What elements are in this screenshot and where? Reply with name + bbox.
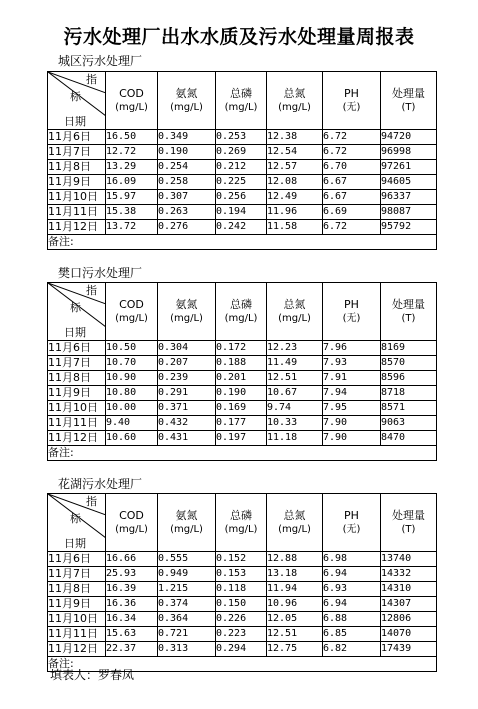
tp-cell: 0.201 (216, 371, 267, 386)
ph-cell: 6.70 (323, 160, 381, 175)
date-cell: 11月10日 (48, 190, 106, 205)
diagonal-header-cell (48, 494, 106, 552)
diag-label-mid: 标 (70, 512, 81, 525)
tp-cell: 0.223 (216, 627, 267, 642)
nh3-cell: 0.291 (158, 386, 216, 401)
table-row (48, 175, 437, 190)
diag-label-top: 指 (86, 73, 97, 86)
column-header (323, 72, 381, 130)
column-header-unit: (mg/L) (278, 312, 311, 324)
date-cell: 11月11日 (48, 627, 106, 642)
tn-cell: 12.05 (267, 612, 323, 627)
filler-signature: 填表人：罗春凤 (50, 668, 135, 682)
nh3-cell: 0.258 (158, 175, 216, 190)
date-cell: 11月11日 (48, 416, 106, 431)
cod-cell: 15.63 (106, 627, 158, 642)
section-title: 城区污水处理厂 (58, 54, 143, 68)
tn-cell: 12.54 (267, 145, 323, 160)
plant-table (47, 282, 437, 461)
ph-cell: 7.91 (323, 371, 381, 386)
column-header-name: PH (344, 508, 359, 522)
column-header-unit: (mg/L) (170, 523, 203, 535)
vol-cell: 98087 (381, 205, 437, 220)
diag-label-mid: 标 (70, 90, 81, 103)
tn-cell: 12.08 (267, 175, 323, 190)
ph-cell: 7.90 (323, 431, 381, 446)
tp-cell: 0.152 (216, 552, 267, 567)
cod-cell: 10.00 (106, 401, 158, 416)
tp-cell: 0.150 (216, 597, 267, 612)
nh3-cell: 1.215 (158, 582, 216, 597)
column-header-name: 总氮 (283, 86, 306, 100)
date-cell: 11月6日 (48, 552, 106, 567)
column-header-unit: (无) (342, 312, 361, 324)
diag-label-bottom: 日期 (64, 537, 86, 550)
tp-cell: 0.226 (216, 612, 267, 627)
nh3-cell: 0.555 (158, 552, 216, 567)
tp-cell: 0.225 (216, 175, 267, 190)
ph-cell: 6.93 (323, 582, 381, 597)
date-cell: 11月7日 (48, 356, 106, 371)
cod-cell: 22.37 (106, 642, 158, 657)
vol-cell: 17439 (381, 642, 437, 657)
ph-cell: 6.88 (323, 612, 381, 627)
vol-cell: 8718 (381, 386, 437, 401)
column-header (323, 283, 381, 341)
diagonal-header-cell (48, 72, 106, 130)
tn-cell: 12.88 (267, 552, 323, 567)
nh3-cell: 0.254 (158, 160, 216, 175)
report-title: 污水处理厂出水水质及污水处理量周报表 (63, 26, 415, 48)
vol-cell: 14307 (381, 597, 437, 612)
column-header-name: COD (119, 297, 144, 311)
column-header (158, 494, 216, 552)
nh3-cell: 0.207 (158, 356, 216, 371)
column-header-unit: (T) (401, 312, 416, 324)
table-row (48, 220, 437, 235)
tp-cell: 0.172 (216, 341, 267, 356)
notes-cell: 备注: (48, 235, 437, 250)
nh3-cell: 0.190 (158, 145, 216, 160)
nh3-cell: 0.239 (158, 371, 216, 386)
column-header-name: 氨氮 (175, 86, 198, 100)
ph-cell: 6.72 (323, 145, 381, 160)
tp-cell: 0.197 (216, 431, 267, 446)
cod-cell: 13.29 (106, 160, 158, 175)
vol-cell: 8596 (381, 371, 437, 386)
column-header (381, 494, 437, 552)
tp-cell: 0.177 (216, 416, 267, 431)
column-header-unit: (T) (401, 523, 416, 535)
table-row (48, 642, 437, 657)
table-row (48, 160, 437, 175)
date-cell: 11月9日 (48, 597, 106, 612)
vol-cell: 9063 (381, 416, 437, 431)
tn-cell: 13.18 (267, 567, 323, 582)
header-row (48, 494, 437, 552)
table-row (48, 612, 437, 627)
tp-cell: 0.253 (216, 130, 267, 145)
notes-cell: 备注: (48, 446, 437, 461)
ph-cell: 6.85 (323, 627, 381, 642)
header-row (48, 72, 437, 130)
diag-label-top: 指 (86, 284, 97, 297)
nh3-cell: 0.313 (158, 642, 216, 657)
column-header-unit: (mg/L) (170, 101, 203, 113)
table-row (48, 205, 437, 220)
tn-cell: 12.23 (267, 341, 323, 356)
column-header (106, 283, 158, 341)
column-header (267, 72, 323, 130)
nh3-cell: 0.431 (158, 431, 216, 446)
tn-cell: 11.49 (267, 356, 323, 371)
ph-cell: 7.95 (323, 401, 381, 416)
table-row (48, 386, 437, 401)
vol-cell: 8570 (381, 356, 437, 371)
column-header-unit: (无) (342, 101, 361, 113)
column-header-unit: (mg/L) (115, 312, 148, 324)
tn-cell: 11.96 (267, 205, 323, 220)
column-header-name: PH (344, 86, 359, 100)
nh3-cell: 0.374 (158, 597, 216, 612)
column-header-unit: (mg/L) (115, 523, 148, 535)
tn-cell: 9.74 (267, 401, 323, 416)
column-header-name: 处理量 (392, 86, 425, 100)
tn-cell: 12.51 (267, 371, 323, 386)
tn-cell: 11.18 (267, 431, 323, 446)
nh3-cell: 0.304 (158, 341, 216, 356)
column-header-name: 总氮 (283, 297, 306, 311)
cod-cell: 9.40 (106, 416, 158, 431)
column-header (267, 283, 323, 341)
ph-cell: 6.67 (323, 175, 381, 190)
cod-cell: 16.09 (106, 175, 158, 190)
table-row (48, 190, 437, 205)
vol-cell: 96998 (381, 145, 437, 160)
cod-cell: 10.90 (106, 371, 158, 386)
column-header-unit: (mg/L) (278, 101, 311, 113)
tp-cell: 0.190 (216, 386, 267, 401)
tn-cell: 12.51 (267, 627, 323, 642)
column-header-unit: (无) (342, 523, 361, 535)
vol-cell: 94720 (381, 130, 437, 145)
column-header-name: 处理量 (392, 297, 425, 311)
ph-cell: 6.72 (323, 220, 381, 235)
cod-cell: 25.93 (106, 567, 158, 582)
table-row (48, 597, 437, 612)
nh3-cell: 0.721 (158, 627, 216, 642)
diagonal-header-cell (48, 283, 106, 341)
column-header (216, 72, 267, 130)
column-header (381, 283, 437, 341)
date-cell: 11月9日 (48, 175, 106, 190)
nh3-cell: 0.263 (158, 205, 216, 220)
ph-cell: 6.82 (323, 642, 381, 657)
cod-cell: 16.66 (106, 552, 158, 567)
notes-row (48, 446, 437, 461)
date-cell: 11月12日 (48, 220, 106, 235)
column-header-name: 氨氮 (175, 508, 198, 522)
ph-cell: 6.94 (323, 597, 381, 612)
tp-cell: 0.153 (216, 567, 267, 582)
nh3-cell: 0.349 (158, 130, 216, 145)
cod-cell: 10.70 (106, 356, 158, 371)
diag-label-top: 指 (86, 495, 97, 508)
tp-cell: 0.256 (216, 190, 267, 205)
diag-label-bottom: 日期 (64, 326, 86, 339)
nh3-cell: 0.276 (158, 220, 216, 235)
tp-cell: 0.212 (216, 160, 267, 175)
column-header-unit: (mg/L) (224, 101, 258, 113)
column-header-unit: (mg/L) (115, 101, 148, 113)
tp-cell: 0.269 (216, 145, 267, 160)
vol-cell: 96337 (381, 190, 437, 205)
date-cell: 11月10日 (48, 612, 106, 627)
vol-cell: 13740 (381, 552, 437, 567)
column-header (267, 494, 323, 552)
cod-cell: 10.80 (106, 386, 158, 401)
date-cell: 11月9日 (48, 386, 106, 401)
tn-cell: 12.38 (267, 130, 323, 145)
header-row (48, 283, 437, 341)
ph-cell: 6.94 (323, 567, 381, 582)
vol-cell: 14310 (381, 582, 437, 597)
cod-cell: 10.60 (106, 431, 158, 446)
vol-cell: 12806 (381, 612, 437, 627)
ph-cell: 7.96 (323, 341, 381, 356)
tn-cell: 10.96 (267, 597, 323, 612)
vol-cell: 8169 (381, 341, 437, 356)
nh3-cell: 0.432 (158, 416, 216, 431)
date-cell: 11月11日 (48, 205, 106, 220)
column-header-unit: (mg/L) (224, 523, 258, 535)
diag-label-bottom: 日期 (64, 115, 86, 128)
diag-label-mid: 标 (70, 301, 81, 314)
cod-cell: 16.34 (106, 612, 158, 627)
tp-cell: 0.188 (216, 356, 267, 371)
table-row (48, 145, 437, 160)
column-header-unit: (mg/L) (278, 523, 311, 535)
ph-cell: 6.69 (323, 205, 381, 220)
column-header-name: 氨氮 (175, 297, 198, 311)
tn-cell: 11.94 (267, 582, 323, 597)
vol-cell: 14070 (381, 627, 437, 642)
column-header-name: 总磷 (230, 86, 252, 100)
table-row (48, 567, 437, 582)
table-row (48, 416, 437, 431)
date-cell: 11月8日 (48, 371, 106, 386)
date-cell: 11月6日 (48, 341, 106, 356)
nh3-cell: 0.307 (158, 190, 216, 205)
cod-cell: 16.36 (106, 597, 158, 612)
vol-cell: 14332 (381, 567, 437, 582)
cod-cell: 12.72 (106, 145, 158, 160)
tp-cell: 0.294 (216, 642, 267, 657)
nh3-cell: 0.364 (158, 612, 216, 627)
vol-cell: 8470 (381, 431, 437, 446)
tn-cell: 12.75 (267, 642, 323, 657)
column-header (106, 72, 158, 130)
column-header-name: COD (119, 86, 144, 100)
section-title: 花湖污水处理厂 (58, 477, 143, 491)
tn-cell: 12.49 (267, 190, 323, 205)
vol-cell: 95792 (381, 220, 437, 235)
column-header (158, 72, 216, 130)
cod-cell: 16.50 (106, 130, 158, 145)
cod-cell: 15.97 (106, 190, 158, 205)
column-header-unit: (mg/L) (224, 312, 258, 324)
column-header-name: 处理量 (392, 508, 425, 522)
table-row (48, 431, 437, 446)
tn-cell: 11.58 (267, 220, 323, 235)
column-header-name: PH (344, 297, 359, 311)
column-header-name: 总磷 (230, 297, 252, 311)
vol-cell: 8571 (381, 401, 437, 416)
column-header-name: 总磷 (230, 508, 252, 522)
table-row (48, 401, 437, 416)
ph-cell: 6.67 (323, 190, 381, 205)
cod-cell: 15.38 (106, 205, 158, 220)
table-row (48, 552, 437, 567)
cod-cell: 10.50 (106, 341, 158, 356)
column-header (381, 72, 437, 130)
table-row (48, 130, 437, 145)
table-row (48, 341, 437, 356)
column-header (216, 494, 267, 552)
ph-cell: 7.94 (323, 386, 381, 401)
date-cell: 11月10日 (48, 401, 106, 416)
ph-cell: 6.72 (323, 130, 381, 145)
table-row (48, 582, 437, 597)
cod-cell: 16.39 (106, 582, 158, 597)
cod-cell: 13.72 (106, 220, 158, 235)
vol-cell: 97261 (381, 160, 437, 175)
table-row (48, 356, 437, 371)
ph-cell: 7.93 (323, 356, 381, 371)
date-cell: 11月8日 (48, 582, 106, 597)
column-header (216, 283, 267, 341)
column-header-name: COD (119, 508, 144, 522)
column-header (158, 283, 216, 341)
nh3-cell: 0.371 (158, 401, 216, 416)
ph-cell: 6.98 (323, 552, 381, 567)
nh3-cell: 0.949 (158, 567, 216, 582)
tp-cell: 0.194 (216, 205, 267, 220)
notes-row (48, 235, 437, 250)
ph-cell: 7.90 (323, 416, 381, 431)
column-header-unit: (mg/L) (170, 312, 203, 324)
tp-cell: 0.118 (216, 582, 267, 597)
tn-cell: 12.57 (267, 160, 323, 175)
table-row (48, 371, 437, 386)
notes-cell: 备注: (48, 657, 437, 672)
vol-cell: 94605 (381, 175, 437, 190)
date-cell: 11月7日 (48, 567, 106, 582)
plant-table (47, 493, 437, 672)
column-header (106, 494, 158, 552)
date-cell: 11月7日 (48, 145, 106, 160)
column-header-name: 总氮 (283, 508, 306, 522)
tn-cell: 10.67 (267, 386, 323, 401)
date-cell: 11月12日 (48, 642, 106, 657)
column-header-unit: (T) (401, 101, 416, 113)
tp-cell: 0.242 (216, 220, 267, 235)
date-cell: 11月6日 (48, 130, 106, 145)
column-header (323, 494, 381, 552)
plant-table (47, 71, 437, 250)
date-cell: 11月12日 (48, 431, 106, 446)
section-title: 樊口污水处理厂 (58, 266, 143, 280)
date-cell: 11月8日 (48, 160, 106, 175)
table-row (48, 627, 437, 642)
tp-cell: 0.169 (216, 401, 267, 416)
tn-cell: 10.33 (267, 416, 323, 431)
